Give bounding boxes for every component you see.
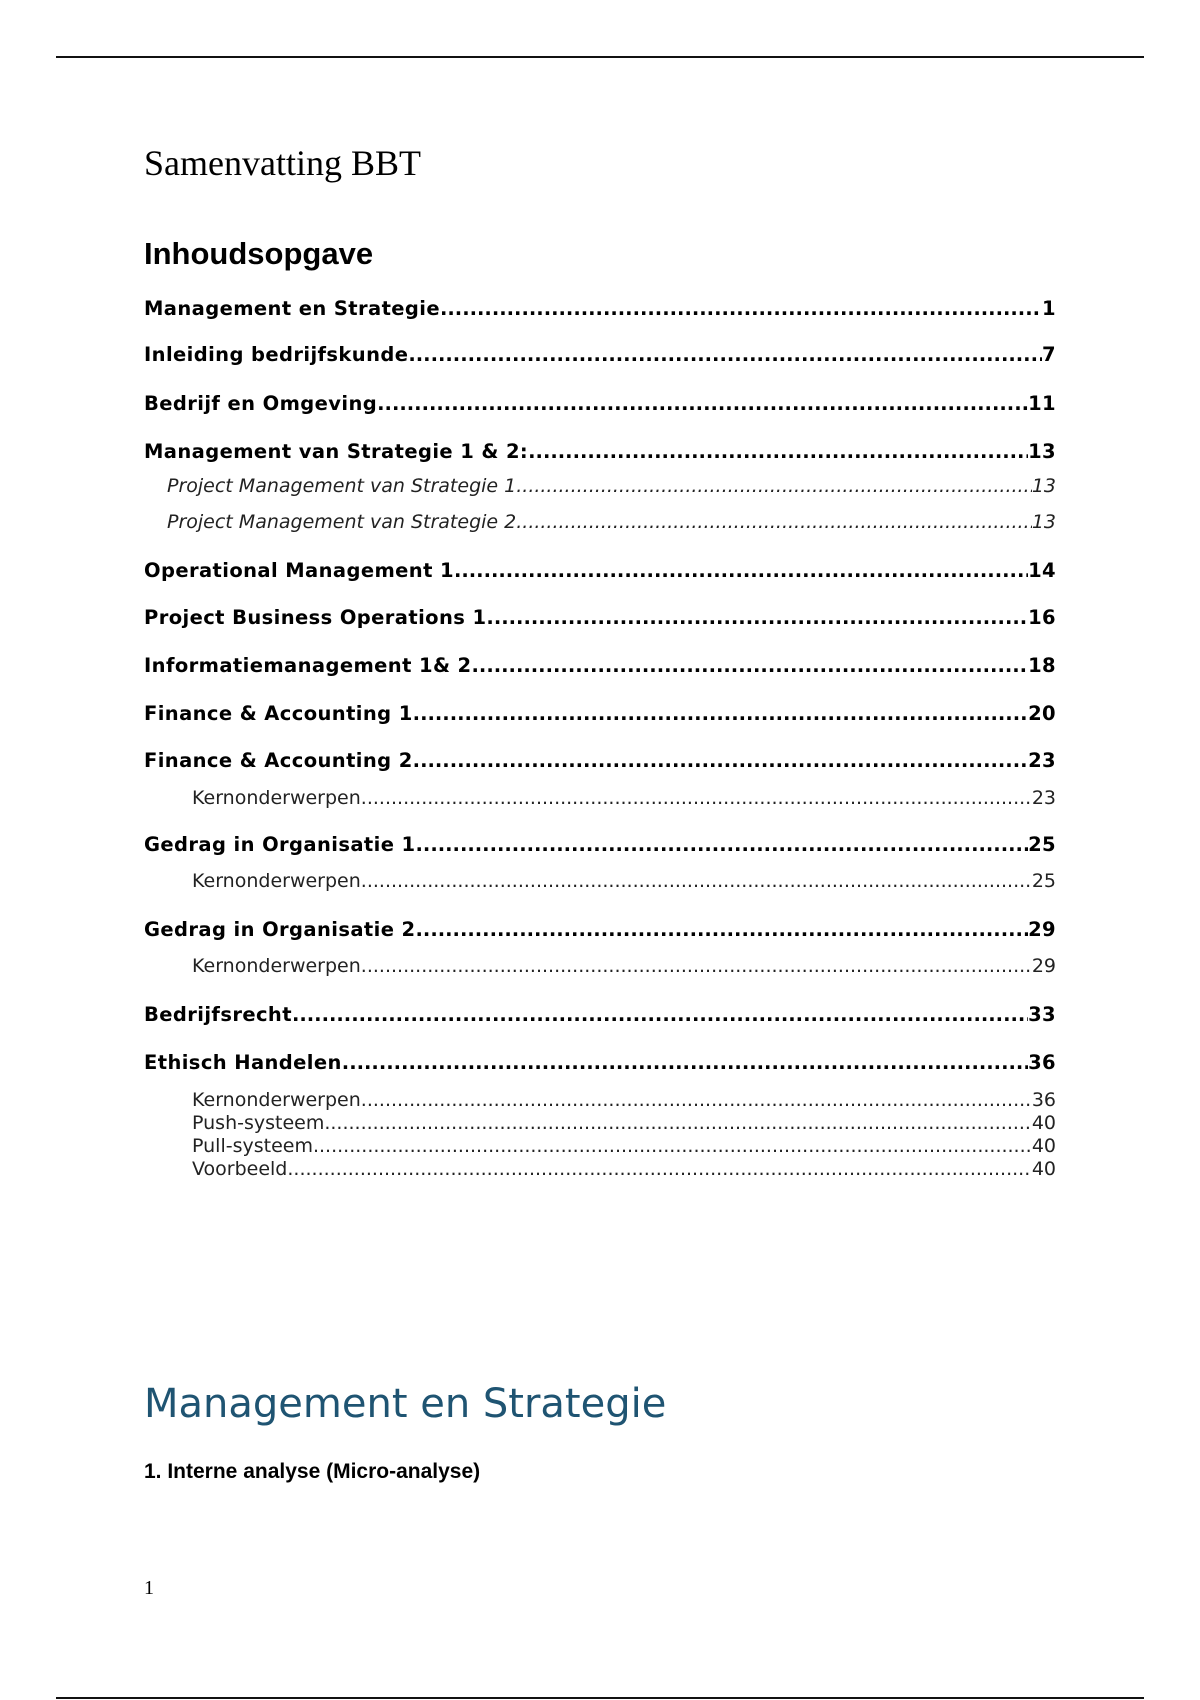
toc-entry-page: 36 [1028,1051,1056,1074]
toc-entry[interactable] [144,1003,1056,1026]
page-number: 1 [144,1577,154,1599]
toc-entry-page: 16 [1028,606,1056,629]
toc-entry[interactable] [144,1051,1056,1074]
toc-entry-label: Inleiding bedrijfskunde [144,343,409,366]
toc-entry[interactable] [192,1135,1056,1157]
toc-entry-page: 13 [1031,511,1056,533]
toc-entry[interactable] [144,702,1056,725]
toc-entry-page: 40 [1031,1158,1056,1180]
toc-entry[interactable] [192,1158,1056,1180]
toc-entry[interactable] [144,654,1056,677]
toc-entry-page: 13 [1031,475,1056,497]
toc-entry[interactable] [167,511,1056,533]
toc-dot-leader [413,702,1028,725]
toc-entry[interactable] [167,475,1056,497]
toc-entry-label: Project Management van Strategie 1 [167,475,517,497]
toc-entry-label: Informatiemanagement 1& 2 [144,654,472,677]
toc-entry-page: 23 [1028,749,1056,772]
section-subheading: 1. Interne analyse (Micro-analyse) [144,1460,481,1483]
toc-entry[interactable] [144,559,1056,582]
toc-dot-leader [416,918,1029,941]
toc-entry-page: 33 [1028,1003,1056,1026]
toc-dot-leader [486,606,1028,629]
toc-entry-label: Management en Strategie [144,297,440,320]
toc-entry-page: 25 [1031,870,1056,892]
toc-dot-leader [416,833,1029,856]
toc-dot-leader [361,1089,1032,1111]
toc-entry-label: Finance & Accounting 2 [144,749,413,772]
toc-dot-leader [413,749,1028,772]
toc-entry-label: Kernonderwerpen [192,955,361,977]
toc-dot-leader [324,1112,1031,1134]
toc-dot-leader [408,343,1042,366]
toc-entry-page: 1 [1042,297,1056,320]
toc-entry-label: Kernonderwerpen [192,1089,361,1111]
toc-dot-leader [516,475,1032,497]
toc-dot-leader [361,870,1032,892]
header-rule [56,56,1144,58]
toc-entry-page: 40 [1031,1112,1056,1134]
toc-entry[interactable] [144,918,1056,941]
toc-entry-page: 14 [1028,559,1056,582]
toc-entry-page: 36 [1031,1089,1056,1111]
toc-entry-page: 40 [1031,1135,1056,1157]
section-heading: Management en Strategie [144,1381,667,1427]
toc-entry[interactable] [192,1112,1056,1134]
toc-entry-page: 20 [1028,702,1056,725]
toc-entry-label: Finance & Accounting 1 [144,702,413,725]
toc-entry[interactable] [192,955,1056,977]
footer-rule [56,1697,1144,1699]
toc-entry-page: 23 [1031,787,1056,809]
toc-entry-label: Gedrag in Organisatie 1 [144,833,416,856]
toc-entry-label: Project Business Operations 1 [144,606,487,629]
toc-entry-label: Bedrijf en Omgeving [144,392,378,415]
toc-entry[interactable] [144,833,1056,856]
toc-entry[interactable] [192,1089,1056,1111]
toc-entry[interactable] [144,297,1056,320]
toc-dot-leader [361,787,1032,809]
toc-entry-page: 25 [1028,833,1056,856]
toc-heading: Inhoudsopgave [144,236,374,271]
toc-entry-label: Pull-systeem [192,1135,313,1157]
toc-entry-page: 7 [1042,343,1056,366]
toc-entry-label: Kernonderwerpen [192,787,361,809]
document-title: Samenvatting BBT [144,143,421,183]
toc-entry-label: Bedrijfsrecht [144,1003,292,1026]
toc-dot-leader [377,392,1028,415]
toc-entry[interactable] [192,787,1056,809]
toc-entry[interactable] [144,392,1056,415]
toc-entry-label: Kernonderwerpen [192,870,361,892]
toc-entry-label: Management van Strategie 1 & 2: [144,440,529,463]
toc-dot-leader [313,1135,1032,1157]
toc-dot-leader [440,297,1042,320]
toc-entry-label: Voorbeeld [192,1158,288,1180]
toc-dot-leader [292,1003,1028,1026]
toc-dot-leader [454,559,1028,582]
toc-entry-label: Project Management van Strategie 2 [167,511,517,533]
toc-entry[interactable] [144,343,1056,366]
toc-dot-leader [361,955,1032,977]
toc-entry-page: 18 [1028,654,1056,677]
toc-entry-page: 29 [1028,918,1056,941]
toc-dot-leader [472,654,1029,677]
toc-dot-leader [528,440,1028,463]
toc-entry-label: Operational Management 1 [144,559,454,582]
toc-dot-leader [287,1158,1031,1180]
toc-entry-page: 11 [1028,392,1056,415]
toc-entry[interactable] [192,870,1056,892]
toc-entry-label: Gedrag in Organisatie 2 [144,918,416,941]
toc-entry-page: 29 [1031,955,1056,977]
toc-dot-leader [516,511,1032,533]
toc-dot-leader [342,1051,1028,1074]
toc-entry[interactable] [144,440,1056,463]
toc-entry[interactable] [144,749,1056,772]
toc-entry[interactable] [144,606,1056,629]
toc-entry-label: Push-systeem [192,1112,325,1134]
toc-entry-page: 13 [1028,440,1056,463]
toc-entry-label: Ethisch Handelen [144,1051,342,1074]
